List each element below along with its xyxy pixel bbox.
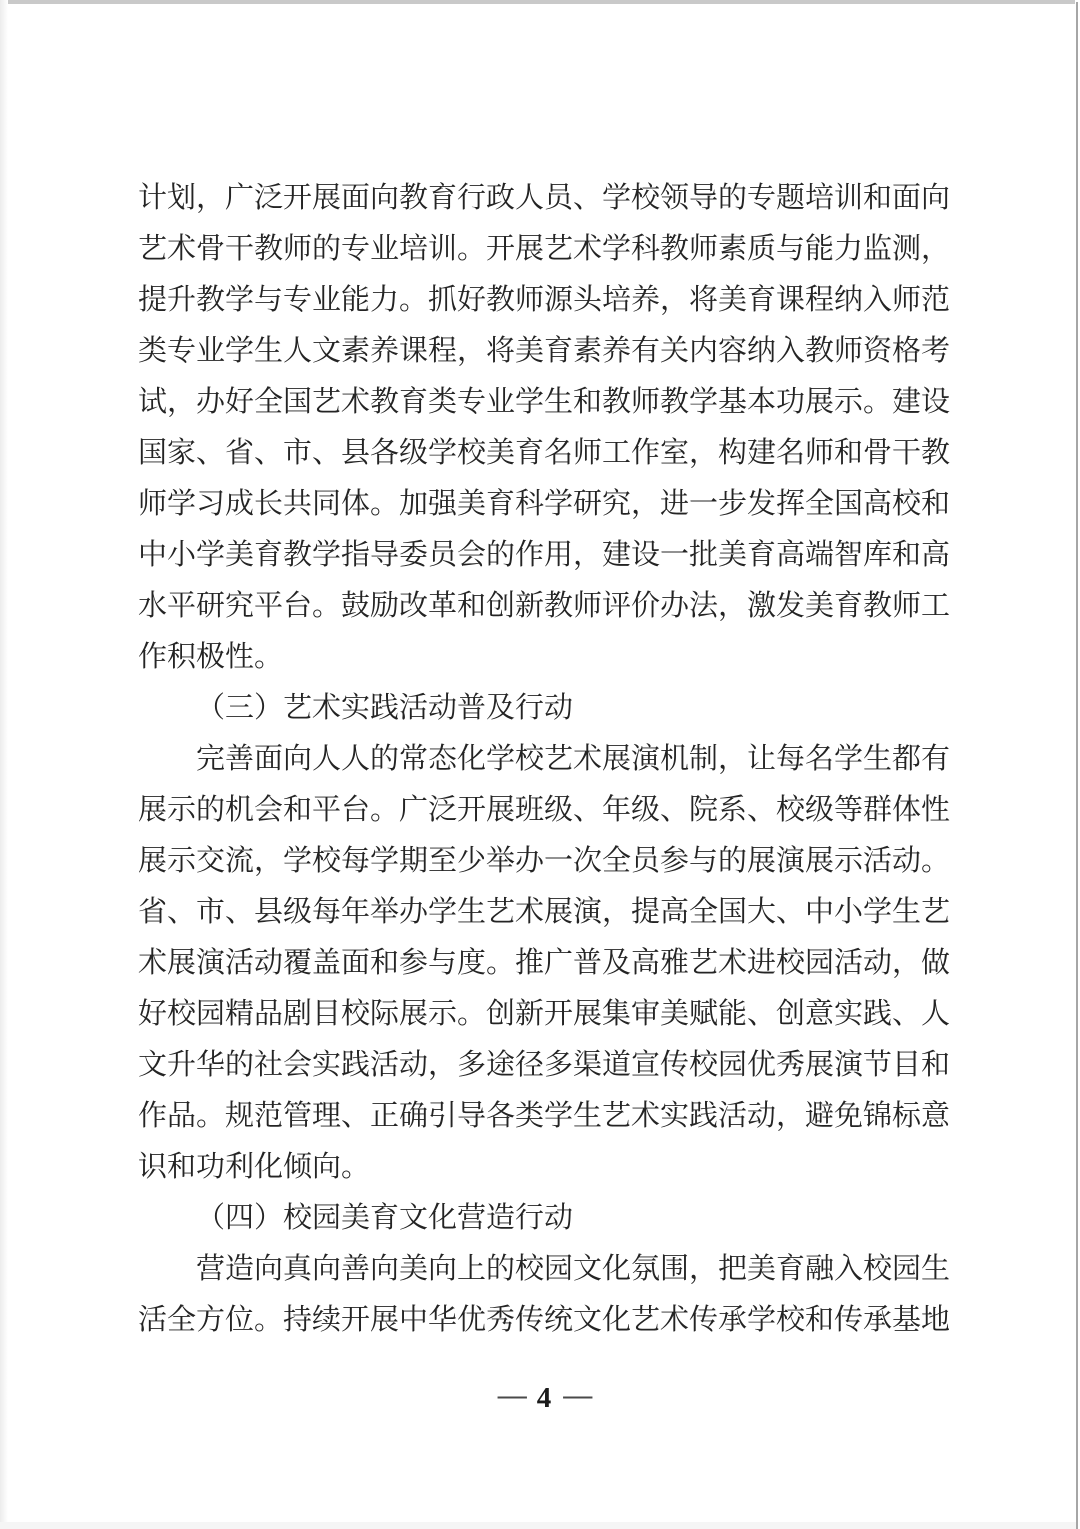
- text-line: 识和功利化倾向。: [138, 1151, 371, 1183]
- text-line: 师学习成长共同体。加强美育科学研究，进一步发挥全国高校和: [138, 488, 951, 520]
- text-line: 作品。规范管理、正确引导各类学生艺术实践活动，避免锦标意: [138, 1100, 951, 1132]
- footer-dash-right: —: [563, 1379, 591, 1411]
- text-line: 中小学美育教学指导委员会的作用，建设一批美育高端智库和高: [138, 539, 951, 571]
- text-line: 好校园精品剧目校际展示。创新开展集审美赋能、创意实践、人: [138, 998, 951, 1030]
- page-footer: [138, 1378, 950, 1418]
- page-number: 4: [536, 1382, 552, 1414]
- scan-edge-top: [0, 0, 1075, 4]
- text-line: 水平研究平台。鼓励改革和创新教师评价办法，激发美育教师工: [138, 590, 951, 622]
- footer-dash-left: —: [497, 1379, 525, 1411]
- text-line: 完善面向人人的常态化学校艺术展演机制，让每名学生都有: [196, 743, 951, 775]
- scan-edge-bottom: [0, 1522, 1076, 1529]
- text-line: 术展演活动覆盖面和参与度。推广普及高雅艺术进校园活动，做: [138, 947, 951, 979]
- text-line: 艺术骨干教师的专业培训。开展艺术学科教师素质与能力监测，: [138, 233, 951, 265]
- text-line: 营造向真向善向美向上的校园文化氛围，把美育融入校园生: [196, 1253, 951, 1285]
- text-line: 试，办好全国艺术教育类专业学生和教师教学基本功展示。建设: [138, 386, 951, 418]
- text-line: 国家、省、市、县各级学校美育名师工作室，构建名师和骨干教: [138, 437, 951, 469]
- text-line: 活全方位。持续开展中华优秀传统文化艺术传承学校和传承基地: [138, 1304, 951, 1336]
- section-heading-4: （四）校园美育文化营造行动: [196, 1202, 574, 1234]
- section-heading-3: （三）艺术实践活动普及行动: [196, 692, 574, 724]
- document-text: [138, 173, 950, 1346]
- text-line: 文升华的社会实践活动，多途径多渠道宣传校园优秀展演节目和: [138, 1049, 951, 1081]
- text-line: 类专业学生人文素养课程，将美育素养有关内容纳入教师资格考: [138, 335, 951, 367]
- scan-edge-left: [0, 0, 8, 1529]
- text-line: 提升教学与专业能力。抓好教师源头培养，将美育课程纳入师范: [138, 284, 951, 316]
- text-line: 省、市、县级每年举办学生艺术展演，提高全国大、中小学生艺: [138, 896, 951, 928]
- scan-edge-right: [1076, 2, 1078, 1529]
- text-line: 计划，广泛开展面向教育行政人员、学校领导的专题培训和面向: [138, 182, 951, 214]
- text-line: 展示的机会和平台。广泛开展班级、年级、院系、校级等群体性: [138, 794, 951, 826]
- text-line: 展示交流，学校每学期至少举办一次全员参与的展演展示活动。: [138, 845, 951, 877]
- text-line: 作积极性。: [138, 641, 284, 673]
